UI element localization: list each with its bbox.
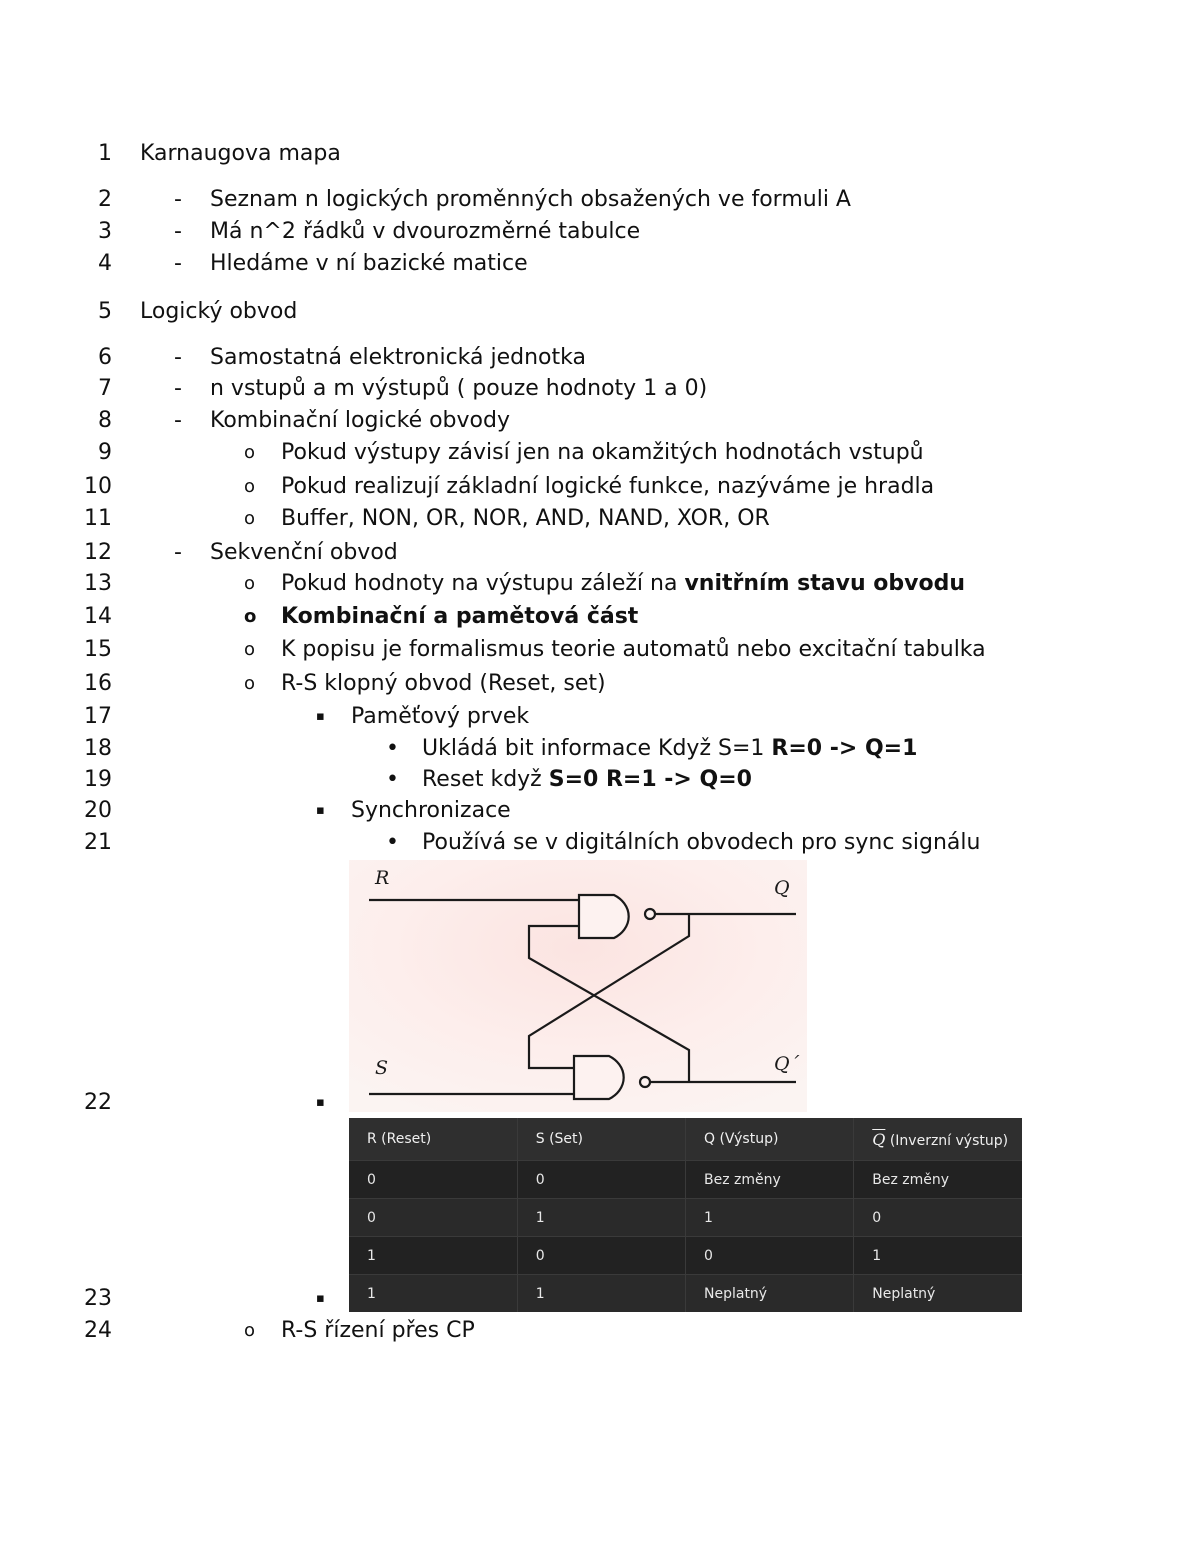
line-text-regular: K popisu je formalismus teorie automatů nebo excitační tabulka xyxy=(281,637,986,662)
document-line xyxy=(0,537,1200,569)
line-text xyxy=(281,471,934,503)
line-text xyxy=(281,634,986,666)
header-q: Q (Výstup) xyxy=(686,1118,854,1161)
document-line xyxy=(0,668,1200,700)
line-text-regular: Sekvenční obvod xyxy=(210,540,398,565)
label-q: Q xyxy=(774,877,790,899)
bullet-marker: - xyxy=(174,345,182,370)
line-number: 8 xyxy=(98,408,112,433)
line-text-regular: n vstupů a m výstupů ( pouze hodnoty 1 a 0) xyxy=(210,376,708,401)
line-text-bold: R=0 -> Q=1 xyxy=(771,736,918,761)
line-number: 15 xyxy=(84,637,112,662)
rs-flip-flop-diagram xyxy=(349,860,807,1112)
line-text-regular: Hledáme v ní bazické matice xyxy=(210,251,528,276)
line-number: 13 xyxy=(84,571,112,596)
line-text xyxy=(422,827,980,859)
document-line xyxy=(0,405,1200,437)
bullet-marker: o xyxy=(244,508,256,529)
line-text xyxy=(210,216,640,248)
line-text xyxy=(210,373,707,405)
bullet-marker: - xyxy=(174,187,182,212)
line-number: 12 xyxy=(84,540,112,565)
line-number: 3 xyxy=(98,219,112,244)
table-cell: Bez změny xyxy=(686,1161,854,1199)
line-number: 6 xyxy=(98,345,112,370)
line-text-regular: Buffer, NON, OR, NOR, AND, NAND, XOR, OR xyxy=(281,506,770,531)
header-r: R (Reset) xyxy=(349,1118,517,1161)
table-row xyxy=(349,1237,1022,1275)
line-text xyxy=(281,503,770,535)
line-number: 9 xyxy=(98,440,112,465)
line-number: 2 xyxy=(98,187,112,212)
header-qbar-label: (Inverzní výstup) xyxy=(889,1132,1009,1149)
line-text xyxy=(281,668,606,700)
document-line xyxy=(0,701,1200,733)
line-text-regular: Pokud hodnoty na výstupu záleží na xyxy=(281,571,685,596)
bullet-marker: • xyxy=(386,830,399,855)
line-text-regular: Má n^2 řádků v dvourozměrné tabulce xyxy=(210,219,641,244)
line-text xyxy=(281,601,638,633)
document-line xyxy=(0,248,1200,280)
line-number: 16 xyxy=(84,671,112,696)
bullet-marker: o xyxy=(244,1320,256,1341)
table-cell: 0 xyxy=(686,1237,854,1275)
line-number: 23 xyxy=(84,1286,112,1311)
line-text xyxy=(281,568,965,600)
bullet-marker: - xyxy=(174,540,182,565)
line-text xyxy=(140,138,341,170)
line-text-bold: Kombinační a pamětová část xyxy=(281,604,639,629)
line-text-regular: Karnaugova mapa xyxy=(140,141,341,166)
line-text xyxy=(281,437,924,469)
line-text xyxy=(210,342,586,374)
document-line xyxy=(0,138,1200,170)
nand-bubble-top xyxy=(645,909,655,919)
table-cell: 1 xyxy=(349,1237,517,1275)
table-row xyxy=(349,1161,1022,1199)
line-text-regular: Paměťový prvek xyxy=(351,704,530,729)
label-r: R xyxy=(375,867,390,889)
line-number: 24 xyxy=(84,1318,112,1343)
document-line xyxy=(0,568,1200,600)
bullet-marker: ▪ xyxy=(316,803,325,818)
line-text-regular: Kombinační logické obvody xyxy=(210,408,510,433)
table-cell: 0 xyxy=(854,1199,1022,1237)
document-line xyxy=(0,184,1200,216)
document-line xyxy=(0,296,1200,328)
table-cell: 0 xyxy=(517,1237,685,1275)
line-text-regular: Synchronizace xyxy=(351,798,511,823)
table-cell: Neplatný xyxy=(686,1275,854,1313)
document-line xyxy=(0,373,1200,405)
bullet-marker: o xyxy=(244,476,256,497)
line-text xyxy=(210,248,528,280)
table-cell: 1 xyxy=(854,1237,1022,1275)
line-text xyxy=(140,296,297,328)
bullet-marker: - xyxy=(174,376,182,401)
line-text xyxy=(210,184,851,216)
line-number: 7 xyxy=(98,376,112,401)
line-text-regular: Ukládá bit informace Když S=1 xyxy=(422,736,772,761)
line-text xyxy=(210,405,510,437)
document-line xyxy=(0,1315,1200,1347)
line-text xyxy=(422,764,752,796)
line-number: 11 xyxy=(84,506,112,531)
line-number: 21 xyxy=(84,830,112,855)
table-cell: 0 xyxy=(517,1161,685,1199)
header-s: S (Set) xyxy=(517,1118,685,1161)
bullet-marker: - xyxy=(174,251,182,276)
line-number: 17 xyxy=(84,704,112,729)
document-line xyxy=(0,827,1200,859)
table-header-row xyxy=(349,1118,1022,1161)
line-number: 4 xyxy=(98,251,112,276)
bullet-marker: o xyxy=(244,606,257,627)
bullet-marker: • xyxy=(386,736,399,761)
line-text-regular: Logický obvod xyxy=(140,299,298,324)
header-qbar xyxy=(854,1118,1022,1161)
document-line xyxy=(0,471,1200,503)
line-text xyxy=(422,733,917,765)
document-line xyxy=(0,216,1200,248)
line-number: 22 xyxy=(84,1090,112,1115)
bullet-marker: ▪ xyxy=(316,1095,325,1110)
bullet-marker: • xyxy=(386,767,399,792)
line-text-regular: R-S řízení přes CP xyxy=(281,1318,475,1343)
document-line xyxy=(0,437,1200,469)
bullet-marker: - xyxy=(174,408,182,433)
line-text-regular: R-S klopný obvod (Reset, set) xyxy=(281,671,606,696)
line-text xyxy=(351,701,529,733)
label-s: S xyxy=(375,1057,389,1079)
document-line xyxy=(0,503,1200,535)
table-cell: 1 xyxy=(686,1199,854,1237)
line-text-regular: Samostatná elektronická jednotka xyxy=(210,345,586,370)
nand-gate-top xyxy=(579,895,629,938)
table-row xyxy=(349,1199,1022,1237)
line-text xyxy=(281,1315,475,1347)
line-text xyxy=(210,537,398,569)
bullet-marker: ▪ xyxy=(316,709,325,724)
bullet-marker: ▪ xyxy=(316,1291,325,1306)
nand-bubble-bottom xyxy=(640,1077,650,1087)
bullet-marker: o xyxy=(244,573,256,594)
document-line xyxy=(0,764,1200,796)
label-q-prime: Q´ xyxy=(774,1053,800,1075)
table-cell: Neplatný xyxy=(854,1275,1022,1313)
line-number: 5 xyxy=(98,299,112,324)
line-text-regular: Reset když xyxy=(422,767,549,792)
table-cell: 0 xyxy=(349,1161,517,1199)
line-text-bold: S=0 R=1 -> Q=0 xyxy=(548,767,752,792)
document-line xyxy=(0,634,1200,666)
line-text xyxy=(351,795,511,827)
line-number: 10 xyxy=(84,474,112,499)
line-number: 14 xyxy=(84,604,112,629)
nand-gate-bottom xyxy=(574,1056,624,1099)
line-number: 18 xyxy=(84,736,112,761)
qbar-symbol: $\overline{Q}$ xyxy=(872,1129,886,1149)
line-text-regular: Pokud realizují základní logické funkce, nazýváme je hradla xyxy=(281,474,935,499)
line-number: 1 xyxy=(98,141,112,166)
table-cell: 0 xyxy=(349,1199,517,1237)
bullet-marker: - xyxy=(174,219,182,244)
table-row xyxy=(349,1275,1022,1313)
table-cell: 1 xyxy=(349,1275,517,1313)
bullet-marker: o xyxy=(244,673,256,694)
line-text-bold: vnitřním stavu obvodu xyxy=(684,571,966,596)
document-line xyxy=(0,733,1200,765)
line-text-regular: Pokud výstupy závisí jen na okamžitých hodnotách vstupů xyxy=(281,440,924,465)
rs-truth-table xyxy=(349,1118,1022,1312)
line-text-regular: Seznam n logických proměnných obsažených ve formuli A xyxy=(210,187,851,212)
bullet-marker: o xyxy=(244,639,256,660)
table-cell: 1 xyxy=(517,1199,685,1237)
line-number: 19 xyxy=(84,767,112,792)
document-line xyxy=(0,795,1200,827)
line-text-regular: Používá se v digitálních obvodech pro sync signálu xyxy=(422,830,981,855)
bullet-marker: o xyxy=(244,442,256,463)
table-cell: 1 xyxy=(517,1275,685,1313)
line-number: 20 xyxy=(84,798,112,823)
document-line xyxy=(0,601,1200,633)
document-line xyxy=(0,342,1200,374)
table-cell: Bez změny xyxy=(854,1161,1022,1199)
